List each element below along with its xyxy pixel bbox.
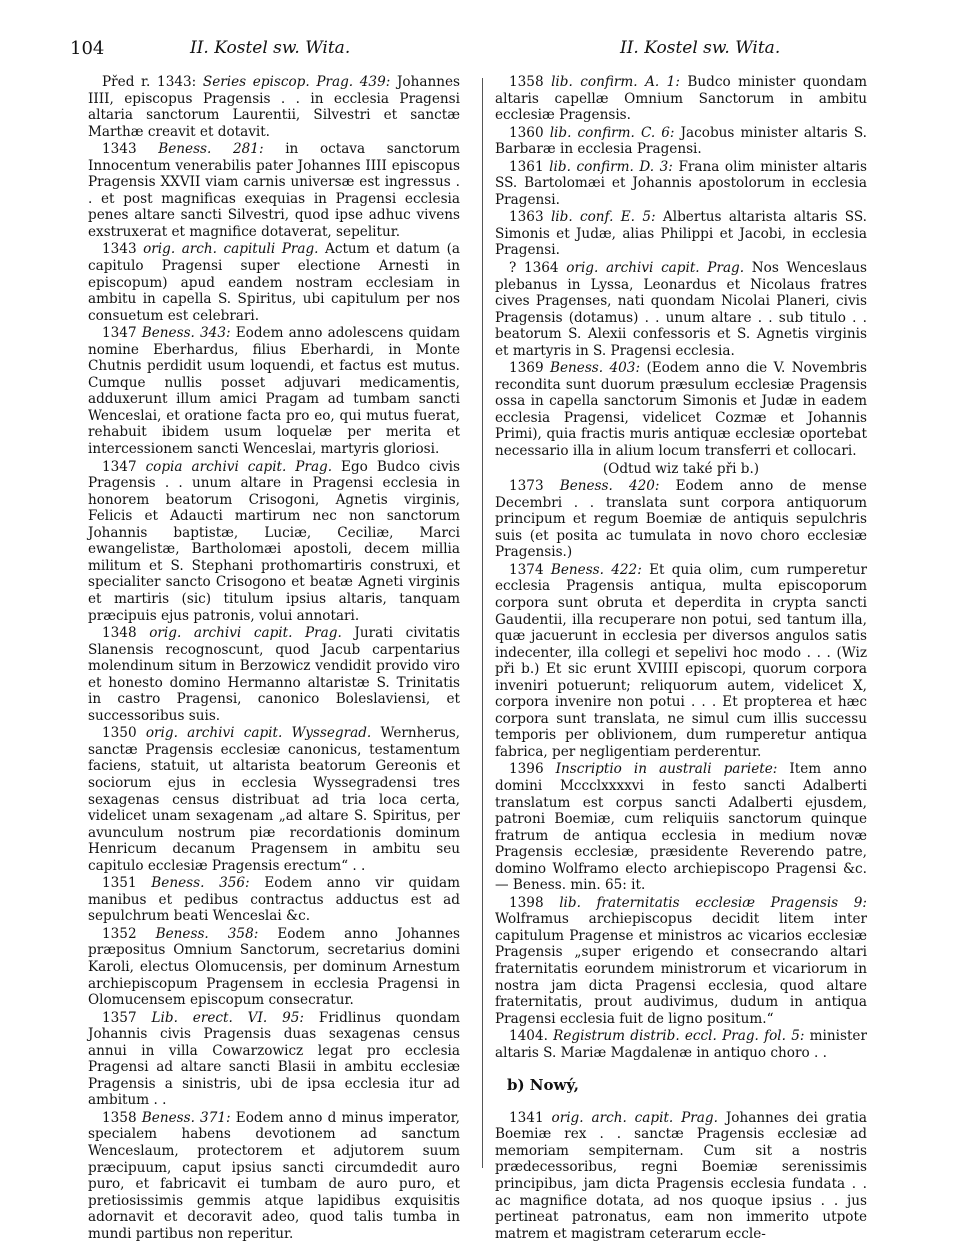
chronicle-entry bbox=[495, 478, 867, 561]
entry-date: 1404. bbox=[509, 1028, 554, 1045]
entry-source-reference: orig. archivi capit. Prag. bbox=[149, 625, 342, 642]
entry-date: 1343 bbox=[102, 141, 159, 158]
entry-source-reference: Beness. 343: bbox=[141, 325, 231, 342]
entry-source-reference: Registrum distrib. eccl. Prag. fol. 5: bbox=[553, 1028, 805, 1045]
entry-date: 1363 bbox=[509, 209, 551, 226]
entry-text: Nos Wenceslaus plebanus in Lyssa, Leonardus et Nicolaus fratres cives Pragenses, nati quondam Nicolai Planeri, civis Pragensis (dotamus) . . unum altare . . sub titulo . . beatorum S. Alexii confessoris et S. Agnetis virginis et martyris in S. Pragensi ecclesia. bbox=[495, 260, 867, 359]
entry-date: Před r. 1343: bbox=[102, 74, 203, 90]
chronicle-entry bbox=[88, 1010, 460, 1109]
entry-text: Budco minister quondam altaris capellæ Omnium Sanctorum in ambitu ecclesiæ Pragensis. bbox=[495, 74, 867, 124]
chronicle-entry bbox=[88, 926, 460, 1009]
chronicle-entry bbox=[88, 74, 460, 140]
chronicle-entry bbox=[495, 562, 867, 761]
entry-source-reference: lib. conf. E. 5: bbox=[550, 209, 656, 226]
entry-source-reference: Beness. 371: bbox=[141, 1109, 231, 1126]
entry-source-reference: lib. confirm. C. 6: bbox=[549, 124, 675, 141]
entry-text: Jurati civitatis Slanensis recognoscunt, quod Jacub carpentarius molendinum situm in Berzowicz vendidit provido viro et honesto domino Hermanno altaristæ S. Trinitatis in castro Pragensi, canonico Boleslaviensi, et successoribus suis. bbox=[88, 625, 460, 724]
chronicle-entry bbox=[495, 761, 867, 893]
right-column bbox=[495, 74, 867, 1243]
entry-source-reference: Beness. 422: bbox=[550, 561, 642, 578]
entry-date: 1358 bbox=[509, 74, 552, 90]
entry-date: 1351 bbox=[102, 875, 152, 892]
entry-date: 1396 bbox=[509, 761, 556, 778]
entry-date: 1361 bbox=[509, 158, 550, 175]
entry-source-reference: Beness. 358: bbox=[155, 925, 259, 942]
entry-source-reference: orig. archivi capit. Wyssegrad. bbox=[145, 725, 372, 742]
entry-date: 1350 bbox=[102, 725, 146, 742]
chronicle-entry bbox=[88, 141, 460, 240]
entry-source-reference: orig. archivi capit. Prag. bbox=[566, 260, 745, 277]
chronicle-entry bbox=[88, 325, 460, 457]
entry-date: 1348 bbox=[102, 625, 150, 642]
entry-source-reference: Beness. 420: bbox=[559, 478, 660, 495]
entry-date: ? 1364 bbox=[509, 260, 567, 277]
entry-text: Johannes dei gratia Boemiæ rex . . sanctæ Pragensis ecclesiæ ad memoriam sempiternam. Cum sit a nostris prædecessoribus, regni Boemiæ serenissimis principibus, jam dicta Pragensis ecclesia fundata . . ac magnifice dotata, ad nos quoque ipsius . . jus pertineat patronatus, eam non immerito utpote matrem et magistram ceterarum eccle- bbox=[495, 1109, 867, 1242]
entry-text: Albertus altarista altaris SS. Simonis et Judæ, alias Philippi et Jacobi, in ecclesia Pragensi. bbox=[495, 209, 868, 259]
entry-text: Actum et datum (a capitulo Pragensi super electione Arnesti in episcopum) apud eandem nostram ecclesiam in ambitu in capella S. Spiritus, ubi capitulum per nos consuetum est celebrari. bbox=[88, 241, 460, 324]
entry-date: 1352 bbox=[102, 925, 156, 942]
entry-date: 1374 bbox=[509, 561, 551, 578]
entry-text: Ego Budco civis Pragensis . . unum altare in Pragensi ecclesia in honorem beatorum Crisogoni, Agnetis virginis, Felicis et Adaucti martirum nec non sanctorum Johannis baptistæ, Luciæ, Ceciliæ, Marci ewangelistæ, Bartholomæi apostoli, decem millia militum et S. Stephani prothomartiris construxi, et specialiter sancto Crisogono et beatæ Agneti virginis et martiris (sic) titulum ipsius altaris, tanquam præcipuis ejus patronis, volui annotari. bbox=[88, 458, 460, 624]
chronicle-entry bbox=[88, 241, 460, 324]
entry-text: Et quia olim, cum rumperetur ecclesia Pragensis antiqua, multa episcoporum corpora sunt obruta et deperdita in crypta sancti Gaudentii, illa recuperare non potui, sed tantum illa, quæ jacuerunt in ecclesia per diversos angulos satis indecenter, illa collegi et sepelivi hoc modo . . . (Wiz při b.) Et sic erunt XVIIII episcopi, quorum corpora inveniri potuerunt; reliquorum autem, videlicet X, corpora invenire non potui . . . Et propterea et hæc corpora sunt translata, ne simul cum illis successu temporis per oblivionem, dum rumperetur antiqua fabrica, per negligentiam perderentur. bbox=[495, 561, 867, 760]
page-number: 104 bbox=[70, 38, 105, 59]
entry-source-reference: copia archivi capit. Prag. bbox=[145, 458, 333, 475]
entry-text: Eodem anno vir quidam manibus et pedibus contractus adductus est ad sepulchrum beati Wenceslai &c. bbox=[88, 875, 460, 925]
entry-source-reference: lib. confirm. D. 3: bbox=[549, 158, 673, 175]
entry-source-reference: Beness. 356: bbox=[151, 875, 250, 892]
entry-date: 1360 bbox=[509, 124, 550, 141]
chronicle-entry bbox=[495, 209, 867, 259]
entry-source-reference: Series episcop. Prag. 439: bbox=[202, 74, 391, 90]
entry-text: Eodem anno Johannes præpositus Omnium Sanctorum, secretarius domini Karoli, electus Olomucensis, per dominum Arnestum archiepiscopum Pragensem in ecclesia Pragensi in Olomucensem episcopum consecratur. bbox=[88, 925, 460, 1009]
chronicle-entry bbox=[495, 74, 867, 124]
entry-text: Wolframus archiepiscopus decidit litem inter capitulum Pragense et ministros ac vicarios ecclesiæ Pragensis „super erigendo et consecrando altari fraternitatis eorundem ministrorum et vicariorum in nostra jam dicta Pragensi ecclesia, quod altare fraternitatis, prout audivimus, dudum in antiqua Pragensi ecclesia fuit de ligno positum.“ bbox=[495, 911, 867, 1027]
entry-text: Eodem anno adolescens quidam nomine Eberhardus, filius Eberhardi, in Monte Chutnis perdidit usum loquendi, et factus est mutus. Cumque nullis posset adjuvari medicamentis, adduxerunt illum amici Pragam ad tumbam sancti Wenceslai, et oratione facta pro eo, qui mutus fuerat, rehabuit ibidem usum loquelæ per merita et intercessionem sancti Wenceslai, martyris gloriosi. bbox=[88, 325, 460, 458]
chronicle-entry bbox=[495, 895, 867, 1027]
entry-date: 1343 bbox=[102, 241, 144, 258]
chronicle-entry bbox=[495, 1028, 867, 1061]
entry-source-reference: orig. arch. capituli Prag. bbox=[143, 241, 319, 258]
entry-date: 1341 bbox=[509, 1109, 552, 1126]
chronicle-entry bbox=[495, 260, 867, 359]
entry-date: 1373 bbox=[509, 478, 560, 495]
entry-source-reference: lib. fraternitatis ecclesiæ Pragensis 9: bbox=[559, 894, 867, 911]
running-head-right: II. Kostel sw. Wita. bbox=[620, 38, 781, 58]
entry-date: 1398 bbox=[509, 894, 560, 911]
entry-source-reference: Inscriptio in australi pariete: bbox=[555, 761, 778, 778]
entry-text: Jacobus minister altaris S. Barbaræ in ecclesia Pragensi. bbox=[495, 124, 867, 158]
entry-text: Eodem anno de mense Decembri . . translata sunt corpora antiquorum principum et regum Boemiæ de antiquis sepulchris suis (et posita ac tumulata in novo choro ecclesiæ Pragensis.) bbox=[495, 478, 867, 561]
entry-date: 1357 bbox=[102, 1009, 152, 1026]
chronicle-entry bbox=[88, 725, 460, 874]
entry-text: Fridlinus quondam Johannis civis Pragensis duas sexagenas census annui in villa Cowarzowicz legat pro ecclesia Pragensi ad altare sancti Blasii in ambitu ecclesiæ Pragensis a sinistris, ubi de ipsa ecclesia itur ad ambitum . . bbox=[88, 1009, 460, 1109]
chronicle-entry bbox=[88, 875, 460, 925]
entry-date: 1369 bbox=[509, 360, 550, 377]
entry-source-reference: Beness. 281: bbox=[158, 141, 264, 158]
entry-date: 1347 bbox=[102, 458, 146, 475]
column-rule bbox=[482, 78, 483, 1168]
entry-source-reference: orig. arch. capit. Prag. bbox=[551, 1109, 718, 1126]
chronicle-entry bbox=[495, 125, 867, 158]
entry-date: 1347 bbox=[102, 325, 142, 342]
chronicle-entry bbox=[88, 1110, 460, 1242]
entry-date: 1358 bbox=[102, 1109, 142, 1126]
cross-reference-note: (Odtud wiz také při b.) bbox=[602, 460, 760, 477]
chronicle-entry bbox=[495, 159, 867, 209]
entry-text: Johannes IIII, episcopus Pragensis . . in ecclesia Pragensi altaria sanctorum Laurentii, Silvestri et sanctæ Marthæ creavit et dotavit. bbox=[88, 74, 460, 140]
entry-text: Frana olim minister altaris SS. Bartolomæi et Johannis apostolorum in ecclesia Pragensi. bbox=[495, 158, 867, 208]
entry-source-reference: lib. confirm. A. 1: bbox=[551, 74, 680, 90]
chronicle-entry bbox=[495, 1110, 867, 1242]
subsection-heading: b) Nowý, bbox=[507, 1076, 579, 1095]
entry-text: Eodem anno d minus imperator, specialem habens devotionem ad sanctum Wenceslaum, protectorem et adjutorem suum præcipuum, caput ipsius sancti circumdedit auro puro, et fabricavit ei tumbam de auro puro, et pretiosissimis gemmis atque lapidibus exquisitis adornavit et decoravit adeo, quod talis tumba in mundi partibus non reperitur. bbox=[88, 1109, 460, 1242]
entry-text: in octava sanctorum Innocentum venerabilis pater Johannes IIII episcopus Pragensis XXVII viam carnis universæ est ingressus . . et post magnificas exequias in Pragensi ecclesia penes altare sancti Silvestri, quod ipse adhuc vivens exstruxerat et magnifice dotaverat, sepelitur. bbox=[88, 141, 460, 240]
entry-text: (Eodem anno die V. Novembris recondita sunt duorum præsulum ecclesiæ Pragensis ossa in capella sanctorum Simonis et Judæ in eadem ecclesia Pragensi, videlicet Cozmæ et Johannis Primi), quia fractis muris antiquæ ecclesiæ oportebat necessario illa in alium locum transferri et collocari. bbox=[495, 360, 867, 460]
entry-source-reference: Lib. erect. VI. 95: bbox=[151, 1009, 304, 1026]
entry-text: Wernherus, sanctæ Pragensis ecclesiæ canonicus, testamentum faciens, statuit, ut altarista beatorum Gereonis et sociorum ejus in ecclesia Wyssegradensi tres sexagenas census distribuat ad tria loca certa, videlicet unam sexagenam „ad altare S. Spiritus, per avunculum nostrum piæ recordationis dominum Henricum decanum Pragensem in ambitu seu capitulo ecclesiæ Pragensis erectum“ . . bbox=[88, 725, 460, 874]
entry-text: Item anno domini Mccclxxxxvi in festo sancti Adalberti translatum est corpus sancti Adalberti ejusdem, patroni Boemiæ, cum reliquiis sanctorum quinque fratrum de antiqua ecclesia in medium novæ Pragensis ecclesiæ, præsidente Reverendo patre, domino Wolframo electo archiepiscopo Pragensi &c. — Beness. min. 65: it. bbox=[495, 761, 867, 894]
chronicle-entry bbox=[88, 625, 460, 724]
chronicle-entry bbox=[88, 459, 460, 624]
running-head-left: II. Kostel sw. Wita. bbox=[190, 38, 351, 58]
entry-source-reference: Beness. 403: bbox=[550, 360, 641, 377]
chronicle-entry bbox=[495, 360, 867, 459]
entry-text: minister altaris S. Mariæ Magdalenæ in antiquo choro . . bbox=[495, 1028, 867, 1061]
left-column bbox=[88, 74, 460, 1243]
